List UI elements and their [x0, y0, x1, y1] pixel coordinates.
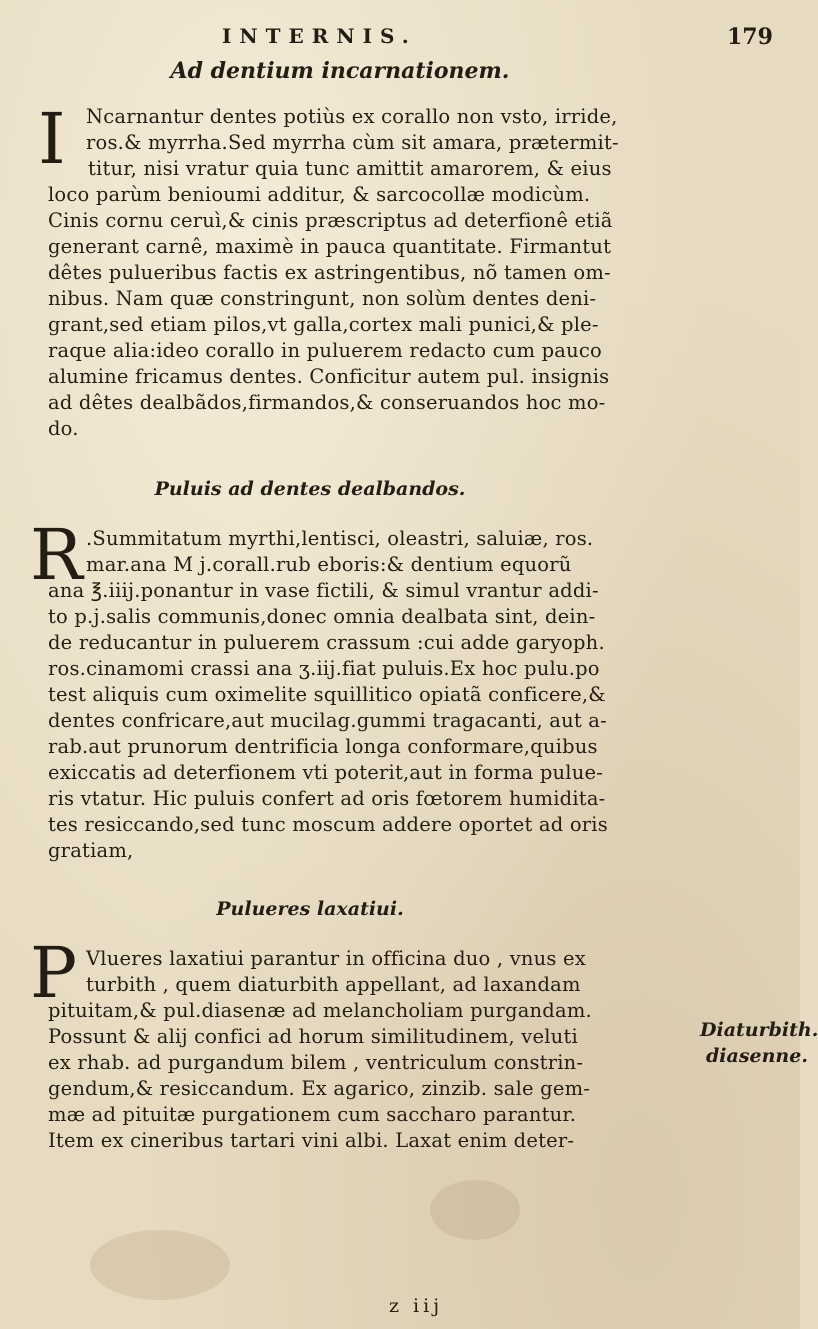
text-line: turbith , quem diaturbith appellant, ad laxandam [86, 973, 581, 996]
drop-capital: I [38, 98, 66, 180]
paper-stain [430, 1180, 520, 1240]
text-line: gratiam, [48, 839, 134, 862]
text-line: raque alia:ideo corallo in puluerem redacto cum pauco [48, 339, 602, 362]
text-line: de reducantur in puluerem crassum :cui adde garyoph. [48, 631, 605, 654]
text-line: grant,sed etiam pilos,vt galla,cortex mali punici,& ple- [48, 313, 599, 336]
text-line: alumine fricamus dentes. Conficitur autem pul. insignis [48, 365, 610, 388]
text-line: mæ ad pituitæ purgationem cum saccharo parantur. [48, 1103, 577, 1126]
text-line: to p.j.salis communis,donec omnia dealbata sint, dein- [48, 605, 596, 628]
text-line: gendum,& resiccandum. Ex agarico, zinzib. sale gem- [48, 1077, 591, 1100]
text-line: Item ex cineribus tartari vini albi. Laxat enim deter- [48, 1129, 575, 1152]
running-head: INTERNIS. [222, 24, 417, 48]
section-title: Ad dentium incarnationem. [170, 58, 510, 84]
drop-capital: P [30, 932, 78, 1014]
text-line: ris vtatur. Hic puluis confert ad oris fœtorem humidita- [48, 787, 606, 810]
text-line: Ncarnantur dentes potiùs ex corallo non vsto, irride, [86, 105, 618, 128]
paper-stain [90, 1230, 230, 1300]
text-line: ana ℥.iiij.ponantur in vase fictili, & simul vrantur addi- [48, 579, 599, 602]
section-title: Puluis ad dentes dealbandos. [154, 478, 466, 500]
text-line: loco parùm benioumi additur, & sarcocollæ modicùm. [48, 183, 591, 206]
page-number: 179 [727, 24, 773, 50]
text-line: mar.ana M j.corall.rub eboris:& dentium equorũ [86, 553, 572, 576]
section-title: Pulueres laxatiui. [216, 898, 404, 920]
text-line: tes resiccando,sed tunc moscum addere oportet ad oris [48, 813, 608, 836]
text-line: dêtes pulueribus factis ex astringentibus, nõ tamen om- [48, 261, 611, 284]
text-line: ad dêtes dealbãdos,firmandos,& conseruandos hoc mo- [48, 391, 606, 414]
text-line: Cinis cornu ceruì,& cinis præscriptus ad deterfionê etiã [48, 209, 613, 232]
text-line: nibus. Nam quæ constringunt, non solùm dentes deni- [48, 287, 597, 310]
signature-mark: z iij [389, 1295, 444, 1317]
text-line: ex rhab. ad purgandum bilem , ventriculum constrin- [48, 1051, 584, 1074]
text-line: titur, nisi vratur quia tunc amittit amarorem, & eius [88, 157, 612, 180]
text-line: .Summitatum myrthi,lentisci, oleastri, saluiæ, ros. [86, 527, 594, 550]
text-line: pituitam,& pul.diasenæ ad melancholiam purgandam. [48, 999, 592, 1022]
text-line: Possunt & alij confici ad horum similitudinem, veluti [48, 1025, 578, 1048]
text-line: exiccatis ad deterfionem vti poterit,aut in forma pulue- [48, 761, 603, 784]
text-line: rab.aut prunorum dentrificia longa conformare,quibus [48, 735, 598, 758]
page-header [0, 18, 800, 58]
drop-capital: R [30, 514, 83, 596]
text-line: ros.& myrrha.Sed myrrha cùm sit amara, prætermit- [86, 131, 619, 154]
text-line: generant carnê, maximè in pauca quantitate. Firmantut [48, 235, 612, 258]
text-line: Vlueres laxatiui parantur in officina duo , vnus ex [86, 947, 586, 970]
text-line: test aliquis cum oximelite squillitico opiatã conficere,& [48, 683, 606, 706]
text-line: ros.cinamomi crassi ana ʒ.iij.fiat puluis.Ex hoc pulu.po [48, 657, 600, 680]
margin-note: diasenne. [706, 1045, 808, 1067]
text-line: do. [48, 417, 79, 440]
text-line: dentes confricare,aut mucilag.gummi tragacanti, aut a- [48, 709, 607, 732]
margin-note: Diaturbith. [700, 1019, 818, 1041]
